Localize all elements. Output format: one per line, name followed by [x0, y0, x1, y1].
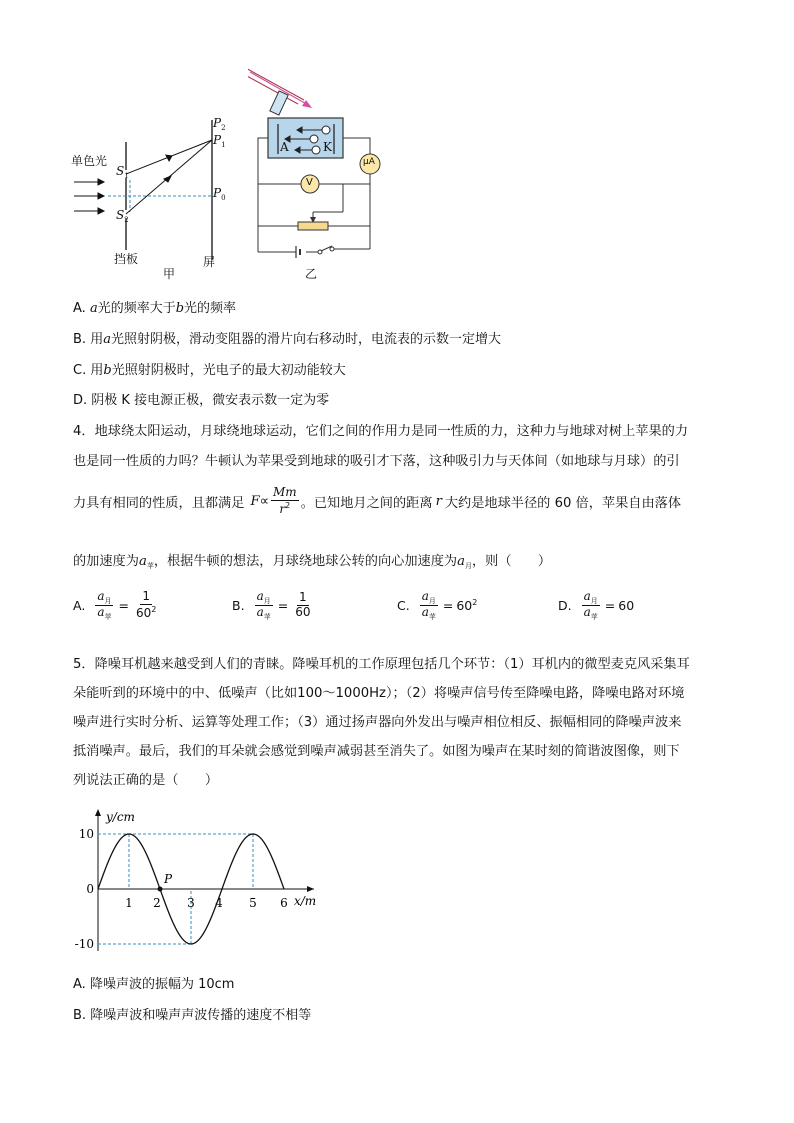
q5-option-b[interactable]: B. 降噪声波和噪声声波传播的速度不相等: [73, 1008, 312, 1023]
rheostat: [298, 222, 328, 230]
cathode-label: K: [323, 140, 332, 154]
q4-line4: 的加速度为$a_苹$，根据牛顿的想法，月球绕地球公转的向心加速度为$a_月$，则（ ）: [73, 554, 552, 570]
y-tick-label: 10: [78, 827, 94, 841]
figure-yi-diagram: [248, 66, 398, 266]
point-p: [158, 887, 163, 892]
q5-line4: 抵消噪声。最后，我们的耳朵就会感觉到噪声减弱甚至消失了。如图为噪声在某时刻的简谐波图像，则下: [73, 744, 680, 759]
y-axis-label: y/cm: [106, 810, 135, 824]
point-p-label: P: [164, 872, 173, 886]
q4-line2: 也是同一性质的力吗？牛顿认为苹果受到地球的吸引才下落，这种吸引力与天体间（如地球与月球）的引: [73, 454, 680, 469]
screen-label: 屏: [203, 255, 216, 269]
x-tick-label: 2: [153, 896, 161, 910]
q5-line1: 5．降噪耳机越来越受到人们的青睐。降噪耳机的工作原理包括几个环节：（1）耳机内的微型麦克风采集耳: [73, 657, 690, 672]
x-axis-arrow: [307, 886, 314, 892]
label-p0: $P_0$: [213, 186, 226, 202]
q4-option-d[interactable]: D. $\frac{a_月}{a_苹}$ = 60: [558, 589, 635, 622]
x-tick-label: 3: [187, 896, 195, 910]
x-tick-label: 4: [215, 896, 223, 910]
q3-option-b[interactable]: B. 用a光照射阴极，滑动变阻器的滑片向右移动时，电流表的示数一定增大: [73, 332, 501, 347]
label-p2: $P_2$: [213, 116, 226, 132]
x-axis-label: x/m: [294, 894, 317, 908]
figure-jia-caption: 甲: [163, 267, 176, 281]
q5-line5: 列说法正确的是（ ）: [73, 773, 219, 788]
q3-option-d[interactable]: D. 阴极 K 接电源正极，微安表示数一定为零: [73, 393, 330, 408]
baffle-label: 挡板: [114, 252, 139, 266]
q4-line1: 4．地球绕太阳运动，月球绕地球运动，它们之间的作用力是同一性质的力，这种力与地球对树上苹果的力: [73, 424, 689, 439]
mono-light-label: 单色光: [71, 154, 108, 168]
y-tick-label: 0: [86, 882, 94, 896]
y-axis-arrow: [95, 809, 101, 816]
figure-yi-caption: 乙: [305, 267, 318, 281]
voltmeter-label: V: [306, 177, 313, 188]
q3-option-a[interactable]: A. a光的频率大于b光的频率: [73, 301, 237, 316]
rays: [126, 140, 212, 214]
microammeter-label: μA: [363, 157, 375, 167]
q5-option-a[interactable]: A. 降噪声波的振幅为 10cm: [73, 977, 235, 992]
x-tick-label: 6: [280, 896, 288, 910]
q4-option-a[interactable]: A. $\frac{a_月}{a_苹}$ = $\frac{1}{60^2}$: [73, 589, 157, 622]
q5-line2: 朵能听到的环境中的中、低噪声（比如100～1000Hz）；（2）将噪声信号传至降噪电路，降噪电路对环境: [73, 686, 685, 701]
label-s1: $S_1$: [116, 164, 129, 180]
anode-label: A: [280, 140, 289, 154]
y-tick-label: -10: [74, 937, 94, 951]
wave-chart: [68, 805, 348, 955]
q5-line3: 噪声进行实时分析、运算等处理工作；（3）通过扬声器向外发出与噪声相位相反、振幅相同的降噪声波来: [73, 715, 682, 730]
q4-option-c[interactable]: C. $\frac{a_月}{a_苹}$ = $60^2$: [397, 589, 478, 622]
incident-light-arrows: [74, 179, 104, 214]
q3-option-c[interactable]: C. 用b光照射阴极时，光电子的最大初动能较大: [73, 363, 346, 378]
q4-option-b[interactable]: B. $\frac{a_月}{a_苹}$ = $\frac{1}{60}$: [232, 589, 311, 622]
x-tick-label: 5: [249, 896, 257, 910]
label-s2: $S_2$: [116, 208, 129, 224]
q4-line3: 力具有相同的性质，且都满足 F ∝ $\frac{Mm}{r^2}$ 。已知地月之间的距离 r 大约是地球半径的 60 倍，苹果自由落体: [73, 485, 682, 516]
x-tick-label: 1: [125, 896, 133, 910]
label-p1: $P_1$: [213, 133, 226, 149]
